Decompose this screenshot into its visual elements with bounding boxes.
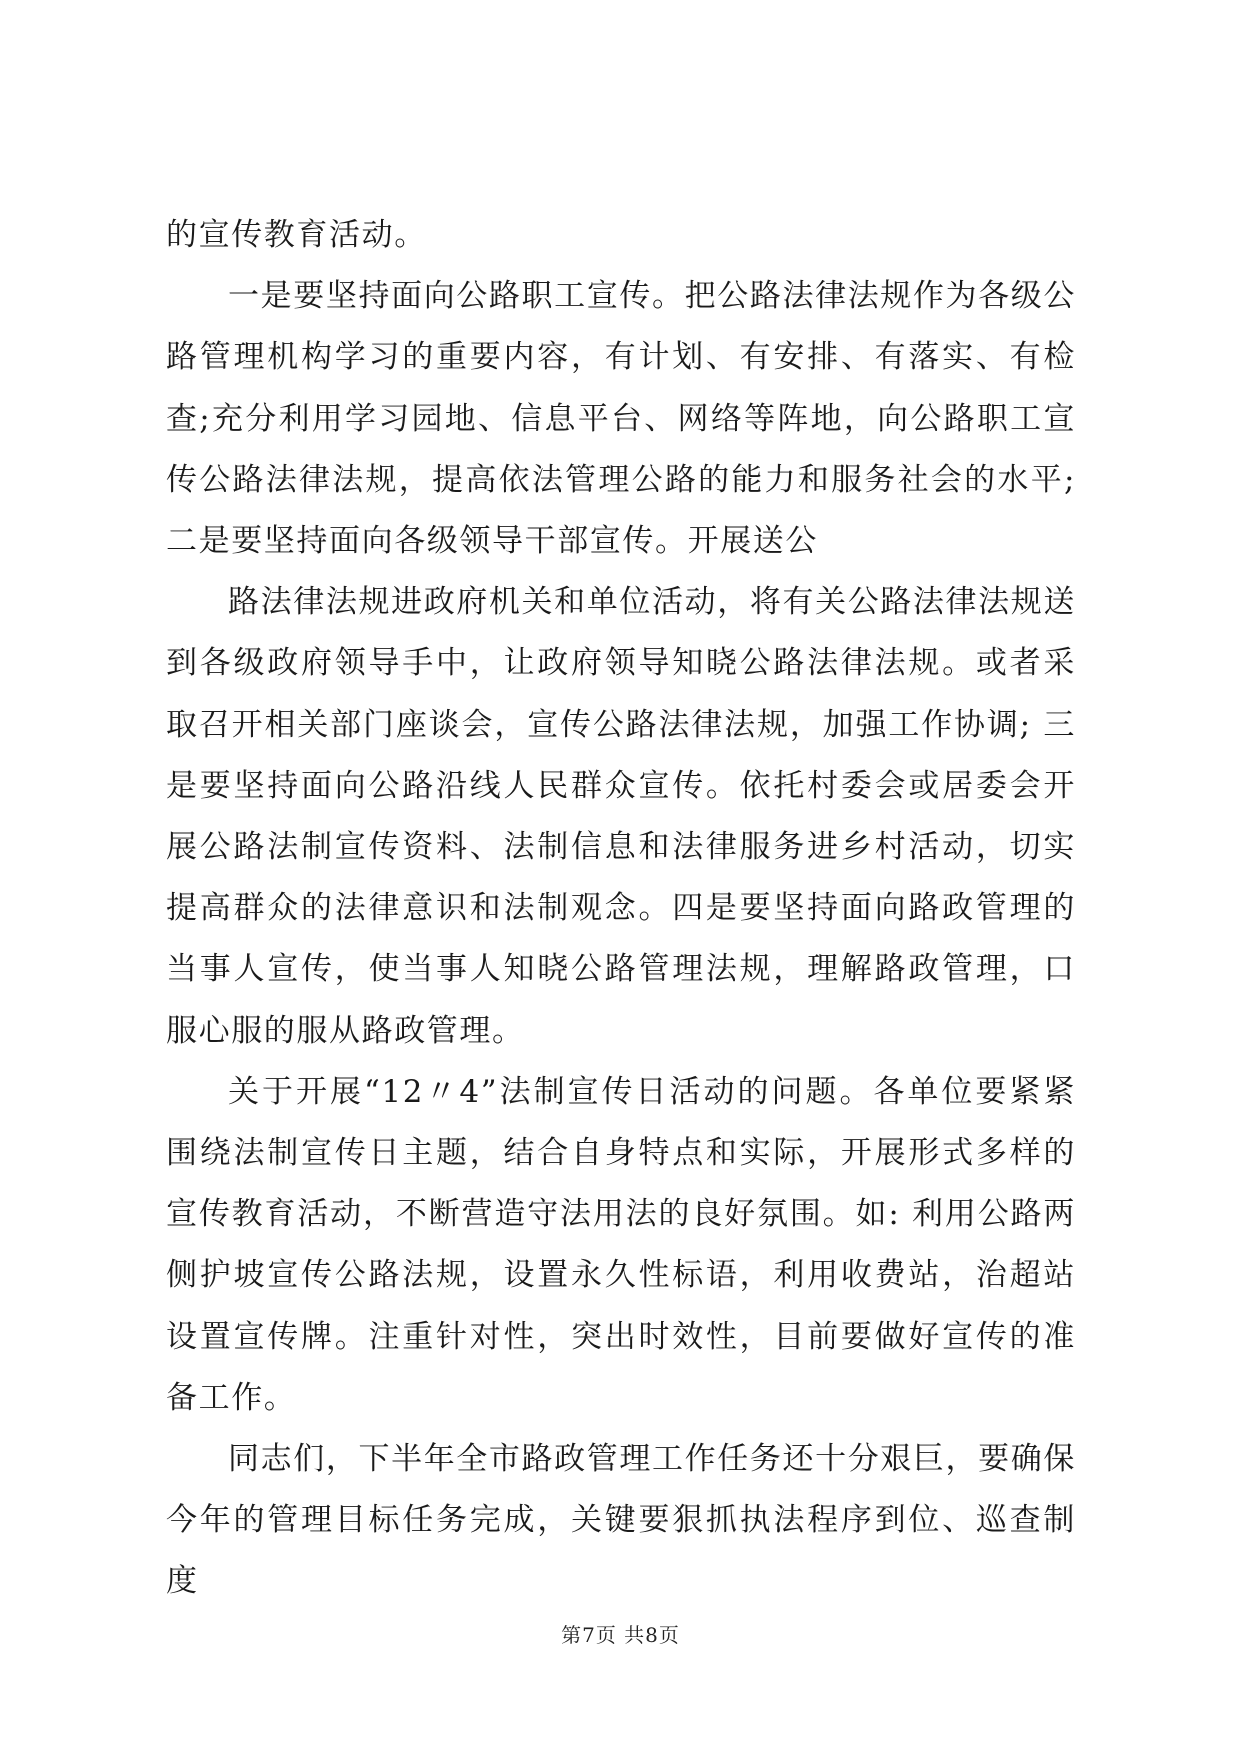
- paragraph-4: 关于开展“12〃4”法制宣传日活动的问题。各单位要紧紧围绕法制宣传日主题，结合自身特点和实际，开展形式多样的宣传教育活动，不断营造守法用法的良好氛围。如: 利用公路两侧护坡宣传公路法规，设置永久性标语，利用收费站，治超站设置宣传牌。注重针对性，突出时效性，目前要做好宣传的准备工作。: [166, 1073, 1076, 1416]
- paragraph-5: 同志们，下半年全市路政管理工作任务还十分艰巨，要确保今年的管理目标任务完成，关键要狠抓执法程序到位、巡查制度: [166, 1441, 1076, 1600]
- paragraph-1: 的宣传教育活动。: [166, 217, 427, 253]
- paragraph-3: 路法律法规进政府机关和单位活动，将有关公路法律法规送到各级政府领导手中，让政府领导知晓公路法律法规。或者采取召开相关部门座谈会，宣传公路法律法规，加强工作协调; 三是要坚持面向公路沿线人民群众宣传。依托村委会或居委会开展公路法制宣传资料、法制信息和法律服务进乡村活动，切实提高群众的法律意识和法制观念。四是要坚持面向路政管理的当事人宣传，使当事人知晓公路管理法规，理解路政管理，口服心服的服从路政管理。: [166, 584, 1076, 1049]
- paragraph-2: 一是要坚持面向公路职工宣传。把公路法律法规作为各级公路管理机构学习的重要内容，有计划、有安排、有落实、有检查;充分利用学习园地、信息平台、网络等阵地，向公路职工宣传公路法律法规，提高依法管理公路的能力和服务社会的水平; 二是要坚持面向各级领导干部宣传。开展送公: [166, 278, 1076, 560]
- document-body: [166, 205, 1076, 1613]
- page-number-footer: 第7页 共8页: [561, 1623, 680, 1647]
